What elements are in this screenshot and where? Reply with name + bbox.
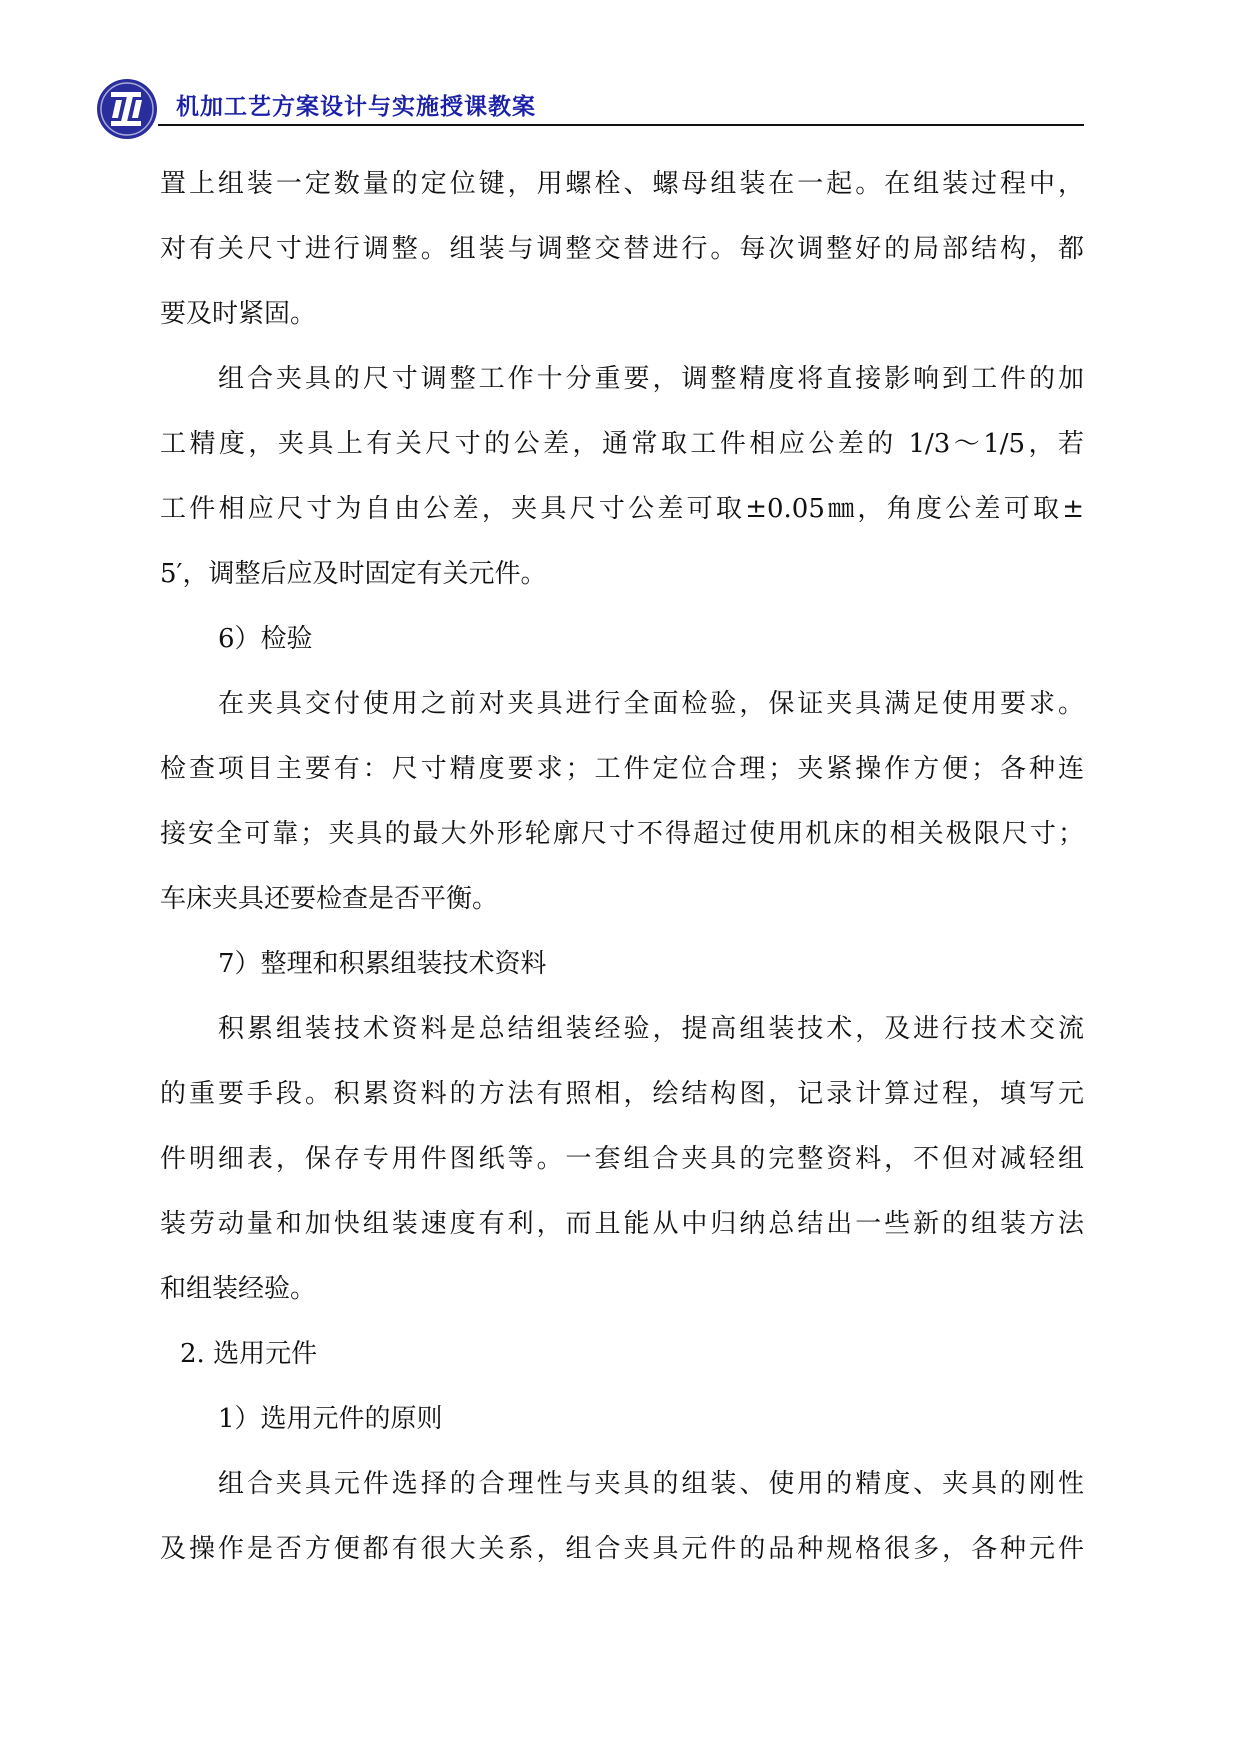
subsection-heading: 1）选用元件的原则: [218, 1404, 443, 1434]
text-line: 件明细表，保存专用件图纸等。一套组合夹具的完整资料，不但对减轻组: [160, 1144, 1084, 1174]
text-line: 及操作是否方便都有很大关系，组合夹具元件的品种规格很多，各种元件: [160, 1534, 1084, 1564]
text-line: 组合夹具元件选择的合理性与夹具的组装、使用的精度、夹具的刚性: [218, 1469, 1084, 1499]
text-line: 组合夹具的尺寸调整工作十分重要，调整精度将直接影响到工件的加: [218, 364, 1084, 394]
header-title: 机加工艺方案设计与实施授课教案: [176, 94, 536, 120]
text-line: 的重要手段。积累资料的方法有照相，绘结构图，记录计算过程，填写元: [160, 1079, 1084, 1109]
subsection-heading: 7）整理和积累组装技术资料: [218, 949, 547, 979]
text-line: 对有关尺寸进行调整。组装与调整交替进行。每次调整好的局部结构，都: [160, 234, 1084, 264]
text-line: 车床夹具还要检查是否平衡。: [160, 884, 499, 914]
text-line: 检查项目主要有：尺寸精度要求；工件定位合理；夹紧操作方便；各种连: [160, 754, 1084, 784]
text-line: 置上组装一定数量的定位键，用螺栓、螺母组装在一起。在组装过程中，: [160, 169, 1084, 199]
text-line: 和组装经验。: [160, 1274, 317, 1304]
text-line: 在夹具交付使用之前对夹具进行全面检验，保证夹具满足使用要求。: [218, 689, 1084, 719]
text-line: 5′，调整后应及时固定有关元件。: [160, 559, 547, 589]
text-line: 接安全可靠；夹具的最大外形轮廓尺寸不得超过使用机床的相关极限尺寸；: [160, 819, 1084, 849]
institution-logo-icon: [96, 78, 158, 140]
text-line: 工精度，夹具上有关尺寸的公差，通常取工件相应公差的 1/3～1/5，若: [160, 429, 1084, 459]
text-line: 工件相应尺寸为自由公差，夹具尺寸公差可取±0.05㎜，角度公差可取±: [160, 494, 1084, 524]
document-body: [160, 152, 1084, 1582]
text-line: 装劳动量和加快组装速度有利，而且能从中归纳总结出一些新的组装方法: [160, 1209, 1084, 1239]
header-divider: [158, 124, 1084, 126]
page-header: [96, 78, 1086, 140]
text-line: 要及时紧固。: [160, 299, 317, 329]
subsection-heading: 6）检验: [218, 624, 313, 654]
section-heading: 2. 选用元件: [180, 1339, 318, 1369]
text-line: 积累组装技术资料是总结组装经验，提高组装技术，及进行技术交流: [218, 1014, 1084, 1044]
